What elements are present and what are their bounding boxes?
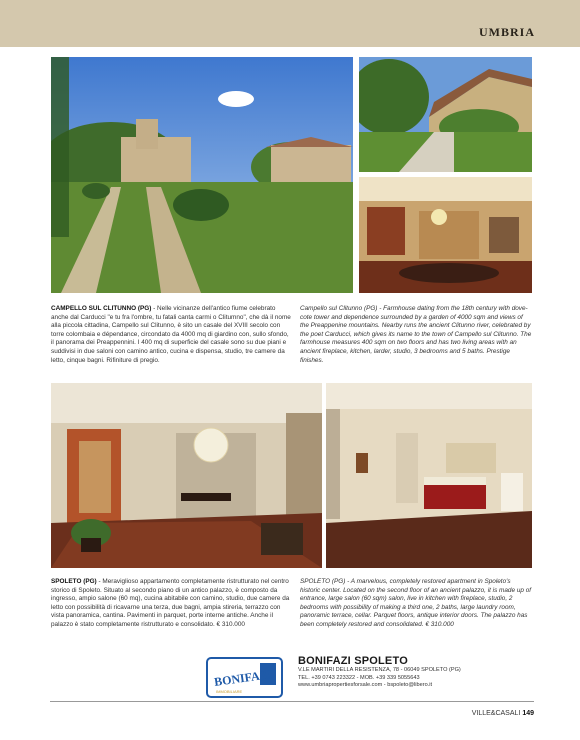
logo-subtext: IMMOBILIARE	[216, 689, 243, 694]
listing2-english-text: SPOLETO (PG) - A marvelous, completely restored apartment in Spoleto's historic center. Located on the second floor of an ancient palazzo, it is made up of entrance, large salon (60 sqm) salon, live in kitchen with fireplace, studio, 2 bedrooms with possibility of making a third one, 2 baths, large laundry room, panoramic terrace, cellar. Parquet floors, antique interior doors. The palazzo has been completely restored and consolidated. € 310.000	[300, 578, 532, 628]
listing2-italian-text	[51, 578, 291, 630]
region-label: UMBRIA	[479, 25, 535, 39]
listing1-text-it: - Nelle vicinanze dell'antico fiume celebrato anche dal Carducci "e tu fra l'ombre, tu fatali canta carmi o Clitumno", che dà il nome alla piccola cittadina, Campello sul Clitunno, è sito un casale del XVIII secolo con torre colombaia e dépendance, circondato da 4000 mq di giardino con, sullo sfondo, il panorama dei Preappennini. I 400 mq di superficie del casale sono su due piani e suddivisi in due saloni con camino antico, cucina e dispensa, studio, tre camere da letto, cinque bagni. Rifiniture di pregio.	[51, 305, 291, 364]
page-number: 149	[522, 710, 534, 717]
agency-contact	[298, 655, 538, 690]
listing2-title: SPOLETO (PG)	[51, 578, 97, 585]
agency-phone: TEL. +39 0743 223322 - MOB. +39 339 5055643	[298, 674, 420, 681]
page-folio	[472, 710, 534, 717]
salon-interior-photo	[359, 177, 532, 293]
agency-name: BONIFAZI SPOLETO	[298, 655, 408, 667]
spoleto-salon-photo	[51, 383, 322, 568]
agency-address: V.LE MARTIRI DELLA RESISTENZA, 78 - 06049 SPOLETO (PG)	[298, 667, 461, 673]
agency-web[interactable]: www.umbriapropertiesforsale.com - bspoleto@libero.it	[298, 682, 433, 689]
listing1-italian-text	[51, 305, 291, 365]
magazine-name: VILLE&CASALI	[471, 710, 521, 717]
footer-divider	[50, 701, 534, 702]
listing1-english-text: Campello sul Clitunno (PG) - Farmhouse dating from the 18th century with dove-cote tower and dependence surrounded by a garden of 4000 sqm and views of the Preappenine mountains. Nearby runs the ancient Clitunno river, celebrated by the poet Carducci, which gives its name to the town of Campello sul Clitunno. The farmhouse measures 400 sqm on two floors and has two living areas with an ancient fireplace, kitchen, larder, studio, 3 bedrooms and 5 baths. Prestige finishes.	[300, 305, 532, 364]
spoleto-bedroom-photo	[326, 383, 532, 568]
listing1-title: CAMPELLO SUL CLITUNNO (PG)	[51, 305, 152, 312]
logo-text: BONIFAZI	[213, 666, 274, 689]
bonifazi-logo	[206, 657, 283, 698]
garden-courtyard-photo	[359, 57, 532, 172]
farmhouse-exterior-photo	[51, 57, 353, 293]
listing2-text-it: - Meraviglioso appartamento completamente ristrutturato nel centro storico di Spoleto. Situato al secondo piano di un antico palazzo, è composto da ingresso, ampio salone (60 mq), cucina abitabile con camino, studio, due camere da letto con possibilità di ricavarne una terza, due bagni, ampia stireria, terrazzo con vista panoramica, cantina. Pavimenti in parquet, porte interne antiche. Anche il palazzo è stato completamente ristrutturato e consolidato. € 310.000	[51, 578, 290, 628]
